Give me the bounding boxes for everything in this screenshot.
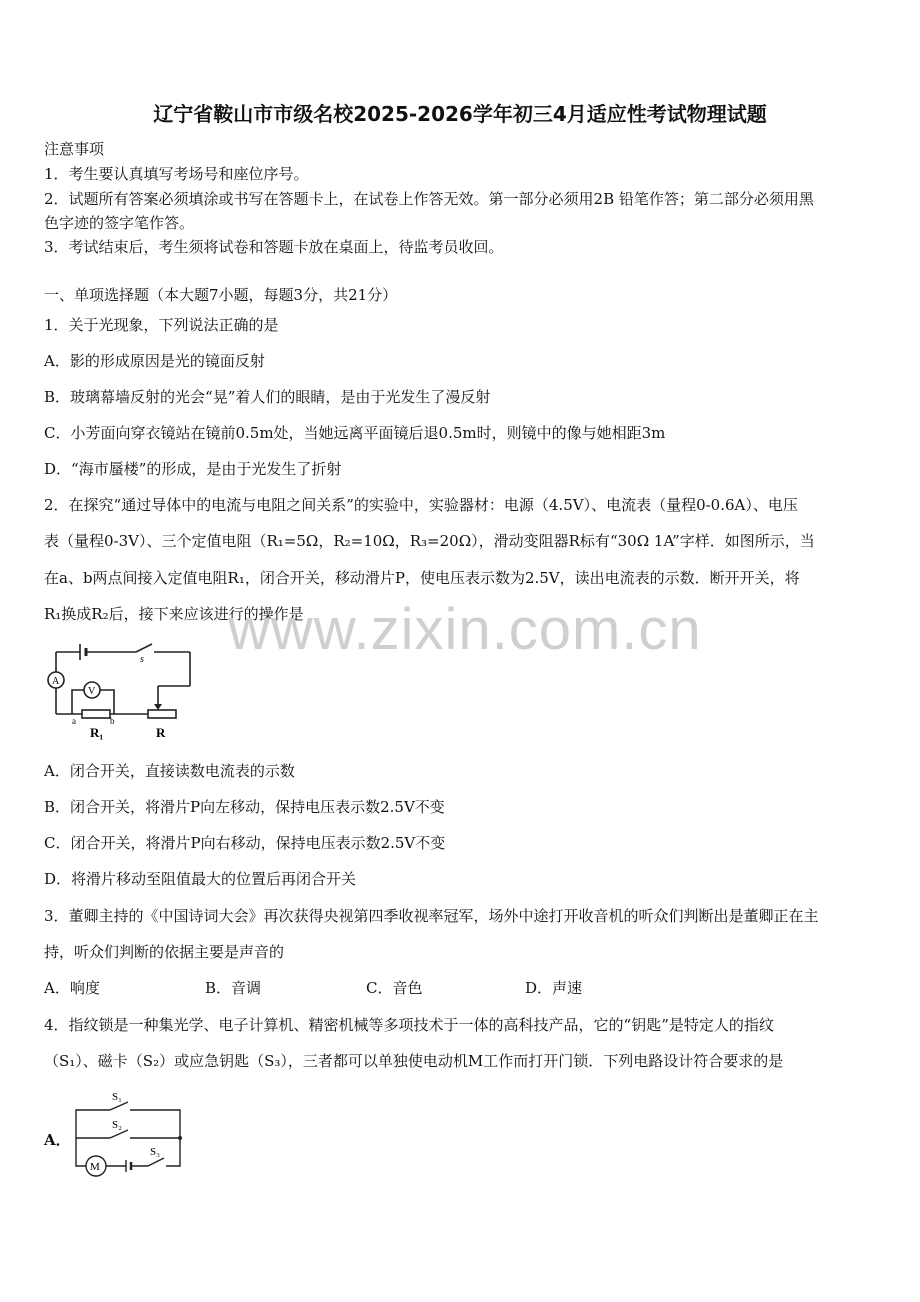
question-2-line: 表（量程0-3V）、三个定值电阻（R₁=5Ω，R₂=10Ω，R₃=20Ω），滑动变阻器R标有“30Ω 1A”字样．如图所示，当 bbox=[44, 532, 815, 550]
question-1-option-c: C．小芳面向穿衣镜站在镜前0.5m处，当她远离平面镜后退0.5m时，则镜中的像与她相距3m bbox=[44, 424, 666, 442]
watermark: www.zixin.com.cn bbox=[228, 597, 702, 662]
question-1-option-d: D．“海市蜃楼”的形成，是由于光发生了折射 bbox=[44, 460, 342, 478]
question-4-option-a-circuit bbox=[70, 1088, 200, 1188]
question-4-option-a-label: A． bbox=[44, 1131, 71, 1149]
switch-label: s bbox=[140, 654, 144, 665]
question-2-option-d: D．将滑片移动至阻值最大的位置后再闭合开关 bbox=[44, 870, 357, 888]
switch-s2-label: S₂ bbox=[112, 1119, 122, 1131]
rheostat-r-label: R bbox=[156, 725, 166, 740]
question-2-line: 2．在探究“通过导体中的电流与电阻之间关系”的实验中，实验器材：电源（4.5V）、电流表（量程0-0.6A）、电压 bbox=[44, 496, 798, 514]
question-3-option-d: D．声速 bbox=[525, 979, 583, 997]
notice-item: 3．考试结束后，考生须将试卷和答题卡放在桌面上，待监考员收回。 bbox=[44, 238, 504, 256]
question-2-option-a: A．闭合开关，直接读数电流表的示数 bbox=[44, 762, 295, 780]
point-b-label: b bbox=[110, 716, 115, 726]
question-4-line: （S₁）、磁卡（S₂）或应急钥匙（S₃），三者都可以单独使电动机M工作而打开门锁．下列电路设计符合要求的是 bbox=[44, 1052, 784, 1070]
question-3-option-b: B．音调 bbox=[205, 979, 262, 997]
resistor-r1-label: R₁ bbox=[90, 725, 104, 740]
question-2-option-c: C．闭合开关，将滑片P向右移动，保持电压表示数2.5V不变 bbox=[44, 834, 446, 852]
question-3-line: 持，听众们判断的依据主要是声音的 bbox=[44, 943, 285, 961]
voltmeter-label: V bbox=[88, 686, 96, 697]
ammeter-label: A bbox=[52, 676, 60, 687]
question-2-circuit-diagram bbox=[44, 640, 204, 740]
question-3-option-c: C．音色 bbox=[366, 979, 423, 997]
question-3-option-a: A．响度 bbox=[44, 979, 100, 997]
question-2-option-b: B．闭合开关，将滑片P向左移动，保持电压表示数2.5V不变 bbox=[44, 798, 445, 816]
question-2-line: R₁换成R₂后，接下来应该进行的操作是 bbox=[44, 605, 304, 623]
question-1-option-b: B．玻璃幕墙反射的光会“晃”着人们的眼睛，是由于光发生了漫反射 bbox=[44, 388, 491, 406]
switch-s1-label: S₁ bbox=[112, 1091, 122, 1103]
question-4-line: 4．指纹锁是一种集光学、电子计算机、精密机械等多项技术于一体的高科技产品，它的“钥匙”是特定人的指纹 bbox=[44, 1016, 774, 1034]
question-1-option-a: A．影的形成原因是光的镜面反射 bbox=[44, 352, 265, 370]
question-3-line: 3．董卿主持的《中国诗词大会》再次获得央视第四季收视率冠军，场外中途打开收音机的听众们判断出是董卿正在主 bbox=[44, 907, 819, 925]
notice-item: 色字迹的签字笔作答。 bbox=[44, 214, 195, 232]
page-title: 辽宁省鞍山市市级名校2025-2026学年初三4月适应性考试物理试题 bbox=[153, 102, 767, 126]
switch-s3-label: S₃ bbox=[150, 1146, 160, 1158]
motor-label: M bbox=[90, 1161, 100, 1173]
section-heading: 一、单项选择题（本大题7小题，每题3分，共21分） bbox=[44, 286, 398, 304]
point-a-label: a bbox=[72, 716, 76, 726]
notice-heading: 注意事项 bbox=[44, 140, 105, 158]
question-1-stem: 1．关于光现象，下列说法正确的是 bbox=[44, 316, 279, 334]
notice-item: 1．考生要认真填写考场号和座位序号。 bbox=[44, 165, 309, 183]
notice-item: 2．试题所有答案必须填涂或书写在答题卡上，在试卷上作答无效。第一部分必须用2B 铅笔作答；第二部分必须用黑 bbox=[44, 190, 814, 208]
question-2-line: 在a、b两点间接入定值电阻R₁，闭合开关，移动滑片P，使电压表示数为2.5V，读出电流表的示数．断开开关，将 bbox=[44, 569, 800, 587]
